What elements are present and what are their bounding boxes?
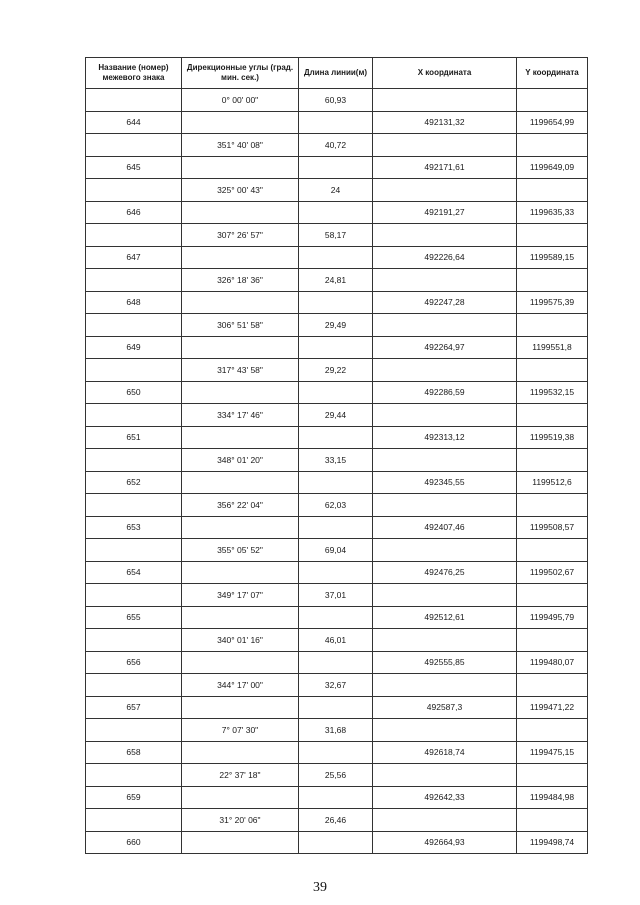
table-row	[86, 651, 588, 674]
cell-direction-angle	[182, 336, 299, 359]
cell-x-coordinate	[373, 539, 517, 562]
cell-boundary-mark: 648	[86, 291, 182, 314]
cell-line-length	[299, 561, 373, 584]
table-row	[86, 269, 588, 292]
cell-line-length	[299, 156, 373, 179]
cell-x-coordinate: 492226,64	[373, 246, 517, 269]
cell-y-coordinate	[517, 314, 588, 337]
cell-y-coordinate	[517, 89, 588, 112]
cell-line-length	[299, 336, 373, 359]
cell-direction-angle	[182, 606, 299, 629]
cell-boundary-mark	[86, 764, 182, 787]
cell-y-coordinate	[517, 809, 588, 832]
cell-line-length	[299, 786, 373, 809]
cell-direction-angle	[182, 696, 299, 719]
cell-direction-angle	[182, 741, 299, 764]
table-row	[86, 111, 588, 134]
cell-line-length	[299, 741, 373, 764]
cell-line-length	[299, 246, 373, 269]
table-row	[86, 381, 588, 404]
cell-y-coordinate: 1199519,38	[517, 426, 588, 449]
cell-y-coordinate: 1199575,39	[517, 291, 588, 314]
cell-y-coordinate	[517, 584, 588, 607]
cell-line-length: 32,67	[299, 674, 373, 697]
cell-x-coordinate: 492345,55	[373, 471, 517, 494]
cell-boundary-mark	[86, 719, 182, 742]
cell-line-length	[299, 651, 373, 674]
cell-boundary-mark: 647	[86, 246, 182, 269]
table-row	[86, 404, 588, 427]
cell-line-length	[299, 201, 373, 224]
cell-x-coordinate	[373, 494, 517, 517]
cell-x-coordinate: 492587,3	[373, 696, 517, 719]
table-row	[86, 471, 588, 494]
cell-line-length	[299, 111, 373, 134]
cell-y-coordinate: 1199551,8	[517, 336, 588, 359]
cell-x-coordinate	[373, 584, 517, 607]
cell-x-coordinate: 492171,61	[373, 156, 517, 179]
header-name: Название (номер) межевого знака	[86, 58, 182, 89]
cell-x-coordinate: 492264,97	[373, 336, 517, 359]
cell-direction-angle: 348° 01' 20"	[182, 449, 299, 472]
table-row	[86, 831, 588, 854]
cell-y-coordinate: 1199654,99	[517, 111, 588, 134]
cell-y-coordinate: 1199635,33	[517, 201, 588, 224]
cell-x-coordinate	[373, 179, 517, 202]
cell-direction-angle	[182, 786, 299, 809]
cell-boundary-mark: 658	[86, 741, 182, 764]
cell-direction-angle	[182, 111, 299, 134]
cell-direction-angle: 344° 17' 00"	[182, 674, 299, 697]
cell-x-coordinate	[373, 404, 517, 427]
header-x: X координата	[373, 58, 517, 89]
cell-line-length: 37,01	[299, 584, 373, 607]
cell-x-coordinate	[373, 89, 517, 112]
cell-boundary-mark	[86, 179, 182, 202]
cell-x-coordinate: 492286,59	[373, 381, 517, 404]
cell-line-length	[299, 291, 373, 314]
cell-line-length	[299, 471, 373, 494]
table-row	[86, 674, 588, 697]
cell-direction-angle	[182, 651, 299, 674]
cell-boundary-mark	[86, 314, 182, 337]
cell-direction-angle	[182, 246, 299, 269]
cell-boundary-mark: 653	[86, 516, 182, 539]
cell-y-coordinate	[517, 224, 588, 247]
table-row	[86, 494, 588, 517]
cell-line-length: 29,44	[299, 404, 373, 427]
cell-boundary-mark	[86, 359, 182, 382]
table-row	[86, 629, 588, 652]
cell-boundary-mark	[86, 449, 182, 472]
cell-y-coordinate	[517, 539, 588, 562]
table-row	[86, 584, 588, 607]
cell-y-coordinate: 1199649,09	[517, 156, 588, 179]
table-row	[86, 224, 588, 247]
cell-boundary-mark: 654	[86, 561, 182, 584]
cell-line-length: 40,72	[299, 134, 373, 157]
cell-line-length: 31,68	[299, 719, 373, 742]
cell-y-coordinate	[517, 674, 588, 697]
cell-line-length: 29,49	[299, 314, 373, 337]
cell-y-coordinate	[517, 764, 588, 787]
cell-y-coordinate: 1199475,15	[517, 741, 588, 764]
cell-boundary-mark	[86, 269, 182, 292]
cell-boundary-mark: 655	[86, 606, 182, 629]
cell-x-coordinate	[373, 674, 517, 697]
cell-x-coordinate	[373, 224, 517, 247]
cell-y-coordinate	[517, 359, 588, 382]
cell-direction-angle: 334° 17' 46"	[182, 404, 299, 427]
cell-x-coordinate: 492313,12	[373, 426, 517, 449]
cell-direction-angle: 349° 17' 07"	[182, 584, 299, 607]
table-row	[86, 696, 588, 719]
cell-x-coordinate	[373, 134, 517, 157]
table-row	[86, 359, 588, 382]
cell-direction-angle: 22° 37' 18"	[182, 764, 299, 787]
cell-line-length	[299, 831, 373, 854]
cell-direction-angle: 356° 22' 04"	[182, 494, 299, 517]
table-row	[86, 179, 588, 202]
cell-boundary-mark	[86, 89, 182, 112]
table-row	[86, 539, 588, 562]
page-number: 39	[313, 880, 327, 895]
cell-line-length: 33,15	[299, 449, 373, 472]
cell-y-coordinate: 1199484,98	[517, 786, 588, 809]
cell-line-length	[299, 696, 373, 719]
table-row	[86, 314, 588, 337]
cell-boundary-mark	[86, 494, 182, 517]
cell-direction-angle: 325° 00' 43"	[182, 179, 299, 202]
cell-y-coordinate: 1199589,15	[517, 246, 588, 269]
cell-y-coordinate: 1199498,74	[517, 831, 588, 854]
header-angle: Дирекционные углы (град. мин. сек.)	[182, 58, 299, 89]
cell-direction-angle	[182, 561, 299, 584]
table-row	[86, 246, 588, 269]
cell-x-coordinate: 492664,93	[373, 831, 517, 854]
table-row	[86, 89, 588, 112]
cell-y-coordinate: 1199495,79	[517, 606, 588, 629]
cell-direction-angle: 340° 01' 16"	[182, 629, 299, 652]
cell-line-length: 25,56	[299, 764, 373, 787]
cell-x-coordinate: 492555,85	[373, 651, 517, 674]
cell-y-coordinate: 1199471,22	[517, 696, 588, 719]
cell-line-length: 29,22	[299, 359, 373, 382]
table-row	[86, 786, 588, 809]
cell-y-coordinate	[517, 719, 588, 742]
table-row	[86, 449, 588, 472]
boundary-coordinates-table	[85, 57, 588, 854]
cell-direction-angle: 306° 51' 58"	[182, 314, 299, 337]
cell-boundary-mark	[86, 629, 182, 652]
header-length: Длина линии(м)	[299, 58, 373, 89]
cell-line-length	[299, 606, 373, 629]
cell-x-coordinate	[373, 629, 517, 652]
cell-boundary-mark: 646	[86, 201, 182, 224]
cell-x-coordinate: 492407,46	[373, 516, 517, 539]
cell-direction-angle	[182, 831, 299, 854]
table-row	[86, 809, 588, 832]
cell-y-coordinate: 1199480,07	[517, 651, 588, 674]
cell-x-coordinate: 492191,27	[373, 201, 517, 224]
table-row	[86, 201, 588, 224]
cell-direction-angle: 7° 07' 30"	[182, 719, 299, 742]
cell-boundary-mark: 659	[86, 786, 182, 809]
cell-boundary-mark	[86, 584, 182, 607]
cell-direction-angle: 0° 00' 00"	[182, 89, 299, 112]
cell-y-coordinate	[517, 494, 588, 517]
cell-line-length: 24,81	[299, 269, 373, 292]
table-row	[86, 741, 588, 764]
cell-x-coordinate: 492642,33	[373, 786, 517, 809]
cell-line-length	[299, 381, 373, 404]
cell-direction-angle	[182, 156, 299, 179]
cell-y-coordinate	[517, 404, 588, 427]
cell-boundary-mark	[86, 674, 182, 697]
cell-boundary-mark	[86, 404, 182, 427]
cell-x-coordinate	[373, 359, 517, 382]
table-header-row	[86, 58, 588, 89]
cell-x-coordinate	[373, 764, 517, 787]
cell-boundary-mark: 644	[86, 111, 182, 134]
cell-line-length	[299, 516, 373, 539]
cell-boundary-mark: 657	[86, 696, 182, 719]
table-row	[86, 426, 588, 449]
cell-direction-angle: 307° 26' 57"	[182, 224, 299, 247]
cell-x-coordinate	[373, 314, 517, 337]
cell-boundary-mark: 650	[86, 381, 182, 404]
cell-x-coordinate	[373, 809, 517, 832]
cell-direction-angle	[182, 426, 299, 449]
cell-y-coordinate: 1199512,6	[517, 471, 588, 494]
cell-line-length	[299, 426, 373, 449]
cell-y-coordinate	[517, 449, 588, 472]
cell-direction-angle: 351° 40' 08"	[182, 134, 299, 157]
cell-x-coordinate	[373, 449, 517, 472]
cell-direction-angle: 317° 43' 58"	[182, 359, 299, 382]
cell-boundary-mark	[86, 809, 182, 832]
cell-x-coordinate: 492618,74	[373, 741, 517, 764]
cell-direction-angle: 355° 05' 52"	[182, 539, 299, 562]
cell-y-coordinate: 1199508,57	[517, 516, 588, 539]
cell-x-coordinate: 492476,25	[373, 561, 517, 584]
cell-direction-angle: 31° 20' 06"	[182, 809, 299, 832]
table-row	[86, 336, 588, 359]
cell-boundary-mark	[86, 539, 182, 562]
table-row	[86, 156, 588, 179]
cell-boundary-mark: 651	[86, 426, 182, 449]
cell-boundary-mark: 652	[86, 471, 182, 494]
table-row	[86, 719, 588, 742]
cell-boundary-mark: 660	[86, 831, 182, 854]
table-row	[86, 516, 588, 539]
cell-direction-angle	[182, 516, 299, 539]
cell-x-coordinate: 492247,28	[373, 291, 517, 314]
cell-line-length: 26,46	[299, 809, 373, 832]
cell-line-length: 58,17	[299, 224, 373, 247]
cell-line-length: 60,93	[299, 89, 373, 112]
cell-y-coordinate	[517, 629, 588, 652]
cell-x-coordinate: 492512,61	[373, 606, 517, 629]
cell-boundary-mark	[86, 134, 182, 157]
cell-line-length: 46,01	[299, 629, 373, 652]
cell-boundary-mark: 645	[86, 156, 182, 179]
cell-direction-angle	[182, 381, 299, 404]
cell-direction-angle: 326° 18' 36"	[182, 269, 299, 292]
cell-y-coordinate	[517, 179, 588, 202]
table-row	[86, 561, 588, 584]
table-row	[86, 764, 588, 787]
cell-boundary-mark: 656	[86, 651, 182, 674]
cell-y-coordinate	[517, 269, 588, 292]
cell-line-length: 62,03	[299, 494, 373, 517]
table-row	[86, 606, 588, 629]
cell-line-length: 69,04	[299, 539, 373, 562]
cell-y-coordinate: 1199502,67	[517, 561, 588, 584]
cell-y-coordinate: 1199532,15	[517, 381, 588, 404]
cell-x-coordinate	[373, 719, 517, 742]
table-row	[86, 134, 588, 157]
cell-direction-angle	[182, 471, 299, 494]
cell-y-coordinate	[517, 134, 588, 157]
cell-boundary-mark	[86, 224, 182, 247]
cell-direction-angle	[182, 291, 299, 314]
cell-x-coordinate	[373, 269, 517, 292]
cell-line-length: 24	[299, 179, 373, 202]
cell-x-coordinate: 492131,32	[373, 111, 517, 134]
header-y: Y координата	[517, 58, 588, 89]
cell-direction-angle	[182, 201, 299, 224]
table-row	[86, 291, 588, 314]
cell-boundary-mark: 649	[86, 336, 182, 359]
